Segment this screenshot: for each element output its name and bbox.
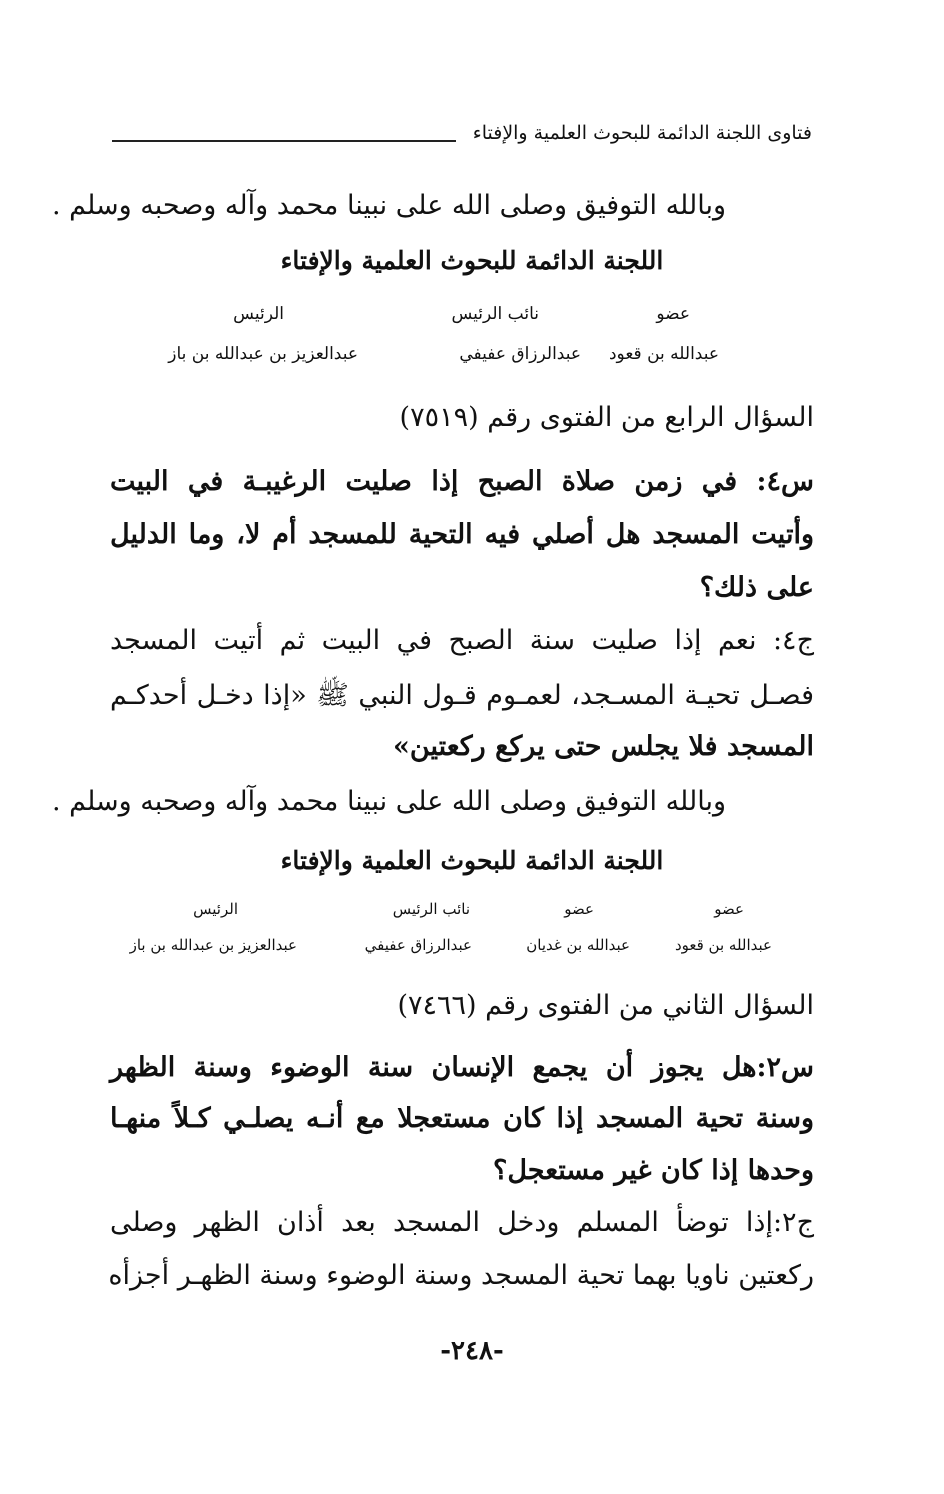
fatwa-heading: السؤال الثاني من الفتوى رقم (٧٤٦٦): [397, 990, 814, 1021]
fatwa-heading: السؤال الرابع من الفتوى رقم (٧٥١٩): [399, 402, 814, 433]
member-role: عضو: [714, 900, 744, 918]
question-line: س٤: في زمن صلاة الصبح إذا صليت الرغيبـة في البيت: [110, 466, 814, 497]
member-role: نائب الرئيس: [392, 900, 470, 918]
question-line: وحدها إذا كان غير مستعجل؟: [493, 1155, 814, 1186]
question-line: س٢:هل يجوز أن يجمع الإنسان سنة الوضوء وسنة الظهر: [110, 1052, 814, 1083]
closing-line: وبالله التوفيق وصلى الله على نبينا محمد وآله وصحبه وسلم .: [51, 190, 726, 221]
member-role: عضو: [656, 304, 690, 324]
answer-line: المسجد فلا يجلس حتى يركع ركعتين»: [393, 731, 814, 762]
member-name: عبدالعزيز بن عبدالله بن باز: [129, 936, 297, 954]
running-header-title: فتاوى اللجنة الدائمة للبحوث العلمية والإفتاء: [472, 122, 812, 144]
member-role: الرئيس: [193, 900, 238, 918]
member-name: عبدالرزاق عفيفي: [459, 344, 581, 364]
answer-line: ركعتين ناويا بهما تحية المسجد وسنة الوضوء وسنة الظهـر أجزأه: [108, 1260, 814, 1291]
closing-line: وبالله التوفيق وصلى الله على نبينا محمد وآله وصحبه وسلم .: [51, 786, 726, 817]
answer-line: فصـل تحيـة المسـجد، لعمـوم قـول النبي ﷺ «إذا دخـل أحدكـم: [110, 680, 814, 711]
question-line: وسنة تحية المسجد إذا كان مستعجلا مع أنـه يصلـي كـلاً منهـا: [110, 1103, 814, 1134]
header-rule: [112, 140, 456, 142]
committee-title: اللجنة الدائمة للبحوث العلمية والإفتاء: [280, 246, 664, 275]
member-name: عبدالعزيز بن عبدالله بن باز: [168, 344, 358, 364]
member-role: عضو: [564, 900, 594, 918]
member-name: عبدالله بن قعود: [608, 344, 719, 364]
member-name: عبدالله بن قعود: [674, 936, 772, 954]
member-role: نائب الرئيس: [451, 304, 539, 324]
page-number: -٢٤٨-: [440, 1336, 504, 1366]
member-name: عبدالرزاق عفيفي: [364, 936, 472, 954]
answer-line: ج٤: نعم إذا صليت سنة الصبح في البيت ثم أتيت المسجد: [110, 625, 814, 656]
question-line: وأتيت المسجد هل أصلي فيه التحية للمسجد أم لا، وما الدليل: [110, 519, 814, 550]
member-name: عبدالله بن غديان: [526, 936, 630, 954]
committee-title: اللجنة الدائمة للبحوث العلمية والإفتاء: [280, 846, 664, 875]
question-line: على ذلك؟: [699, 572, 814, 603]
answer-line: ج٢:إذا توضأ المسلم ودخل المسجد بعد أذان الظهر وصلى: [110, 1207, 814, 1238]
member-role: الرئيس: [233, 304, 284, 324]
